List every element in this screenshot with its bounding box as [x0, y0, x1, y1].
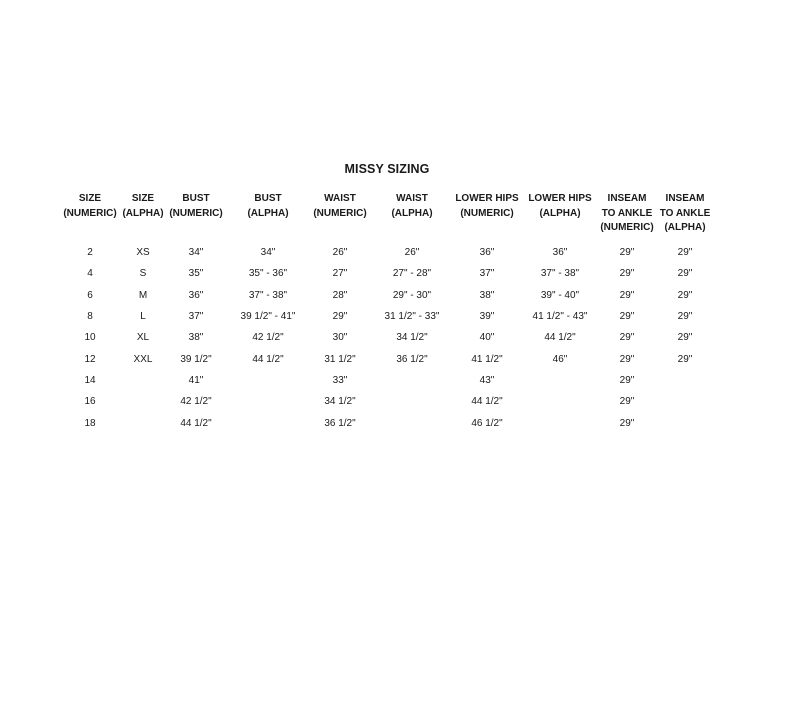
- table-cell: 42 1/2": [180, 396, 212, 408]
- table-cell: [372, 370, 452, 391]
- header-inseam-numeric: INSEAM TO ANKLE (NUMERIC): [600, 193, 654, 233]
- table-row: [58, 348, 714, 369]
- table-cell: 34": [188, 247, 204, 259]
- table-cell: 36 1/2": [324, 417, 356, 429]
- header-bust-alpha: BUST (ALPHA): [247, 193, 289, 219]
- table-cell: [122, 391, 164, 412]
- table-cell: 34": [260, 247, 276, 259]
- header-size-alpha: SIZE (ALPHA): [122, 193, 164, 219]
- table-cell: 29": [677, 289, 693, 301]
- table-cell: 37" - 38": [540, 268, 580, 280]
- header-row: [58, 192, 714, 242]
- header-lower-hips-numeric: LOWER HIPS (NUMERIC): [455, 193, 519, 219]
- table-cell: 29": [619, 353, 635, 365]
- table-cell: [228, 370, 308, 391]
- header-size-numeric: SIZE (NUMERIC): [63, 193, 117, 219]
- header-bust-numeric: BUST (NUMERIC): [169, 193, 223, 219]
- table-cell: 29": [677, 353, 693, 365]
- table-cell: 33": [332, 374, 348, 386]
- table-cell: 38": [479, 289, 495, 301]
- table-cell: 39": [479, 311, 495, 323]
- table-cell: XS: [136, 247, 150, 259]
- table-cell: 30": [332, 332, 348, 344]
- table-cell: 39" - 40": [540, 289, 580, 301]
- table-cell: 40": [479, 332, 495, 344]
- chart-title: MISSY SIZING: [344, 162, 430, 176]
- table-cell: [122, 370, 164, 391]
- table-cell: 29": [619, 417, 635, 429]
- table-cell: 36 1/2": [396, 353, 428, 365]
- table-cell: 44 1/2": [180, 417, 212, 429]
- table-cell: 36": [552, 247, 568, 259]
- table-cell: 29": [677, 247, 693, 259]
- table-cell: 4: [87, 268, 93, 280]
- table-cell: 29": [619, 332, 635, 344]
- table-cell: 38": [188, 332, 204, 344]
- table-cell: XL: [136, 332, 150, 344]
- table-row: [58, 285, 714, 306]
- table-row: [58, 412, 714, 433]
- table-cell: 27" - 28": [392, 268, 432, 280]
- sizing-table: [58, 192, 714, 434]
- table-cell: 44 1/2": [544, 332, 576, 344]
- table-cell: 29": [619, 268, 635, 280]
- table-cell: 46": [552, 353, 568, 365]
- header-waist-numeric: WAIST (NUMERIC): [313, 193, 367, 219]
- table-cell: 31 1/2" - 33": [384, 311, 440, 323]
- table-cell: 18: [84, 417, 96, 429]
- table-cell: 29": [619, 311, 635, 323]
- table-cell: 41 1/2" - 43": [532, 311, 588, 323]
- table-cell: 6: [87, 289, 93, 301]
- table-cell: 39 1/2" - 41": [240, 311, 296, 323]
- table-cell: 29": [677, 311, 693, 323]
- table-cell: [228, 391, 308, 412]
- table-cell: 29": [619, 374, 635, 386]
- table-row: [58, 306, 714, 327]
- table-cell: 26": [404, 247, 420, 259]
- table-cell: 44 1/2": [471, 396, 503, 408]
- header-lower-hips-alpha: LOWER HIPS (ALPHA): [528, 193, 592, 219]
- table-cell: 35": [188, 268, 204, 280]
- table-cell: [122, 412, 164, 433]
- header-inseam-alpha: INSEAM TO ANKLE (ALPHA): [659, 193, 711, 233]
- table-cell: 39 1/2": [180, 353, 212, 365]
- table-cell: 35" - 36": [248, 268, 288, 280]
- table-cell: [372, 391, 452, 412]
- table-cell: M: [138, 289, 148, 301]
- table-cell: 26": [332, 247, 348, 259]
- table-cell: 36": [479, 247, 495, 259]
- table-cell: 36": [188, 289, 204, 301]
- table-row: [58, 391, 714, 412]
- table-row: [58, 370, 714, 391]
- table-cell: 46 1/2": [471, 417, 503, 429]
- table-cell: 29": [619, 396, 635, 408]
- table-cell: [228, 412, 308, 433]
- table-cell: 42 1/2": [252, 332, 284, 344]
- header-waist-alpha: WAIST (ALPHA): [391, 193, 433, 219]
- table-row: [58, 327, 714, 348]
- table-cell: [656, 412, 714, 433]
- table-cell: 43": [479, 374, 495, 386]
- table-cell: 29" - 30": [392, 289, 432, 301]
- table-row: [58, 242, 714, 263]
- table-cell: 8: [87, 311, 93, 323]
- table-cell: [656, 370, 714, 391]
- table-cell: 34 1/2": [396, 332, 428, 344]
- table-cell: 41": [188, 374, 204, 386]
- table-cell: [522, 412, 598, 433]
- table-cell: [522, 370, 598, 391]
- table-cell: 12: [84, 353, 96, 365]
- table-cell: 44 1/2": [252, 353, 284, 365]
- table-cell: 29": [332, 311, 348, 323]
- table-cell: 27": [332, 268, 348, 280]
- table-cell: 29": [619, 289, 635, 301]
- table-cell: 29": [619, 247, 635, 259]
- table-cell: L: [140, 311, 146, 323]
- table-row: [58, 263, 714, 284]
- table-cell: [372, 412, 452, 433]
- table-cell: 37": [188, 311, 204, 323]
- table-cell: [522, 391, 598, 412]
- table-cell: 16: [84, 396, 96, 408]
- table-cell: XXL: [133, 353, 153, 365]
- table-cell: 10: [84, 332, 96, 344]
- table-cell: [656, 391, 714, 412]
- table-cell: S: [139, 268, 147, 280]
- table-cell: 37" - 38": [248, 289, 288, 301]
- table-cell: 28": [332, 289, 348, 301]
- table-cell: 14: [84, 374, 96, 386]
- table-cell: 37": [479, 268, 495, 280]
- table-cell: 29": [677, 268, 693, 280]
- table-cell: 31 1/2": [324, 353, 356, 365]
- table-cell: 34 1/2": [324, 396, 356, 408]
- table-cell: 29": [677, 332, 693, 344]
- table-cell: 41 1/2": [471, 353, 503, 365]
- table-cell: 2: [87, 247, 93, 259]
